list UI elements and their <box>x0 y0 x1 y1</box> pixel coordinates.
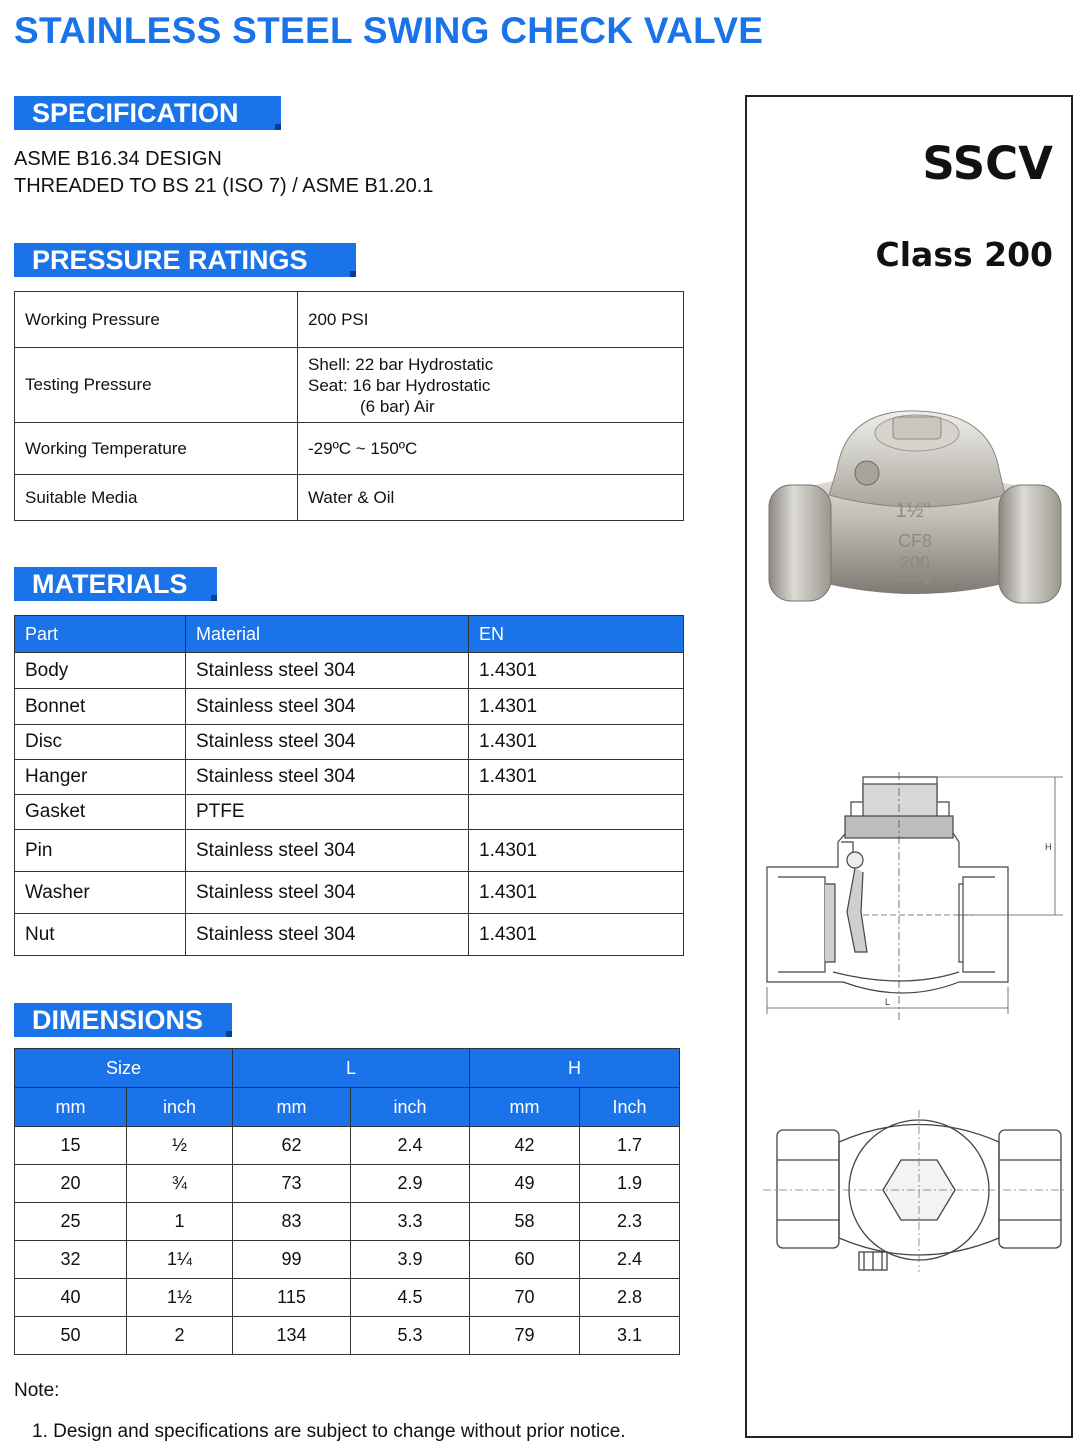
cell: 70 <box>470 1279 580 1317</box>
column-header: Part <box>15 616 186 653</box>
table-row <box>15 872 684 914</box>
cell: 2.9 <box>351 1165 470 1203</box>
dimension-label-l: L <box>885 997 891 1007</box>
en-cell: 1.4301 <box>469 760 684 795</box>
pressure-value: 200 PSI <box>298 292 684 348</box>
section-dimensions: DIMENSIONS <box>14 1003 232 1037</box>
cell: 62 <box>233 1127 351 1165</box>
section-pressure-ratings: PRESSURE RATINGS <box>14 243 356 277</box>
table-row <box>15 1165 680 1203</box>
en-cell: 1.4301 <box>469 914 684 956</box>
group-header: H <box>470 1049 680 1088</box>
cell: 42 <box>470 1127 580 1165</box>
table-group-header-row <box>15 1049 680 1088</box>
part-cell: Gasket <box>15 795 186 830</box>
section-materials: MATERIALS <box>14 567 217 601</box>
valve-photo <box>767 409 1062 619</box>
cell: 99 <box>233 1241 351 1279</box>
table-row <box>15 1241 680 1279</box>
spec-line: THREADED TO BS 21 (ISO 7) / ASME B1.20.1 <box>14 175 434 197</box>
en-cell: 1.4301 <box>469 872 684 914</box>
table-row <box>15 1279 680 1317</box>
cell: 40 <box>15 1279 127 1317</box>
cell: 2.4 <box>351 1127 470 1165</box>
cell: 2 <box>127 1317 233 1355</box>
part-cell: Hanger <box>15 760 186 795</box>
table-row <box>15 830 684 872</box>
cell: 5.3 <box>351 1317 470 1355</box>
table-header-row <box>15 1088 680 1127</box>
pressure-ratings-table <box>14 291 684 521</box>
cell: ¾ <box>127 1165 233 1203</box>
table-row <box>15 760 684 795</box>
spec-line: ASME B16.34 DESIGN <box>14 148 222 170</box>
cell: 134 <box>233 1317 351 1355</box>
cell: 115 <box>233 1279 351 1317</box>
table-row <box>15 1203 680 1241</box>
product-panel <box>745 95 1073 1438</box>
cell: 25 <box>15 1203 127 1241</box>
note-label: Note: <box>14 1380 60 1401</box>
table-row <box>15 475 684 521</box>
material-cell: Stainless steel 304 <box>186 872 469 914</box>
table-row <box>15 292 684 348</box>
material-cell: Stainless steel 304 <box>186 830 469 872</box>
table-row <box>15 653 684 689</box>
cell: 2.3 <box>580 1203 680 1241</box>
pressure-label: Testing Pressure <box>15 348 298 423</box>
cell: ½ <box>127 1127 233 1165</box>
en-cell: 1.4301 <box>469 689 684 725</box>
cell: 83 <box>233 1203 351 1241</box>
cross-section-drawing <box>763 772 1065 1022</box>
table-row <box>15 1127 680 1165</box>
table-header-row <box>15 616 684 653</box>
pressure-value <box>298 348 684 423</box>
material-cell: Stainless steel 304 <box>186 653 469 689</box>
column-header: inch <box>351 1088 470 1127</box>
cell: 1.7 <box>580 1127 680 1165</box>
cell: 49 <box>470 1165 580 1203</box>
product-code: SSCV <box>922 137 1053 190</box>
pressure-label: Suitable Media <box>15 475 298 521</box>
material-cell: Stainless steel 304 <box>186 760 469 795</box>
column-header: Inch <box>580 1088 680 1127</box>
cell: 4.5 <box>351 1279 470 1317</box>
cell: 60 <box>470 1241 580 1279</box>
table-row <box>15 689 684 725</box>
cell: 20 <box>15 1165 127 1203</box>
pressure-line: Seat: 16 bar Hydrostatic <box>308 375 491 395</box>
product-class: Class 200 <box>875 235 1053 274</box>
cell: 15 <box>15 1127 127 1165</box>
cell: 73 <box>233 1165 351 1203</box>
column-header: Material <box>186 616 469 653</box>
casting-mark: CF8 <box>897 531 933 551</box>
part-cell: Body <box>15 653 186 689</box>
column-header: mm <box>15 1088 127 1127</box>
table-row <box>15 1317 680 1355</box>
cell: 3.1 <box>580 1317 680 1355</box>
table-row <box>15 795 684 830</box>
cell: 1½ <box>127 1279 233 1317</box>
part-cell: Pin <box>15 830 186 872</box>
part-cell: Washer <box>15 872 186 914</box>
cell: 2.8 <box>580 1279 680 1317</box>
dimension-label-h: H <box>1045 842 1052 852</box>
group-header: L <box>233 1049 470 1088</box>
group-header: Size <box>15 1049 233 1088</box>
en-cell <box>469 795 684 830</box>
section-specification: SPECIFICATION <box>14 96 281 130</box>
en-cell: 1.4301 <box>469 653 684 689</box>
pressure-label: Working Temperature <box>15 423 298 475</box>
pressure-value: Water & Oil <box>298 475 684 521</box>
cell: 2.4 <box>580 1241 680 1279</box>
column-header: EN <box>469 616 684 653</box>
cell: 1 <box>127 1203 233 1241</box>
table-row <box>15 348 684 423</box>
top-view-drawing <box>763 1102 1065 1282</box>
en-cell: 1.4301 <box>469 725 684 760</box>
cell: 79 <box>470 1317 580 1355</box>
column-header: mm <box>470 1088 580 1127</box>
page-title: STAINLESS STEEL SWING CHECK VALVE <box>14 10 764 51</box>
pressure-label: Working Pressure <box>15 292 298 348</box>
cell: 58 <box>470 1203 580 1241</box>
material-cell: PTFE <box>186 795 469 830</box>
en-cell: 1.4301 <box>469 830 684 872</box>
part-cell: Bonnet <box>15 689 186 725</box>
pressure-value: -29ºC ~ 150ºC <box>298 423 684 475</box>
material-cell: Stainless steel 304 <box>186 725 469 760</box>
table-row <box>15 423 684 475</box>
casting-mark: 200 <box>899 553 931 573</box>
cell: 32 <box>15 1241 127 1279</box>
part-cell: Disc <box>15 725 186 760</box>
pressure-line: (6 bar) Air <box>360 396 435 416</box>
table-row <box>15 725 684 760</box>
column-header: inch <box>127 1088 233 1127</box>
column-header: mm <box>233 1088 351 1127</box>
note-item: 1. Design and specifications are subject to change without prior notice. <box>32 1421 626 1442</box>
materials-table <box>14 615 684 956</box>
pressure-line: Shell: 22 bar Hydrostatic <box>308 354 494 374</box>
specification-text <box>14 146 433 200</box>
cell: 3.3 <box>351 1203 470 1241</box>
cell: 50 <box>15 1317 127 1355</box>
material-cell: Stainless steel 304 <box>186 914 469 956</box>
cell: 3.9 <box>351 1241 470 1279</box>
part-cell: Nut <box>15 914 186 956</box>
material-cell: Stainless steel 304 <box>186 689 469 725</box>
casting-mark: 1½" <box>895 500 931 522</box>
cell: 1¼ <box>127 1241 233 1279</box>
dimensions-table <box>14 1048 680 1355</box>
table-row <box>15 914 684 956</box>
cell: 1.9 <box>580 1165 680 1203</box>
